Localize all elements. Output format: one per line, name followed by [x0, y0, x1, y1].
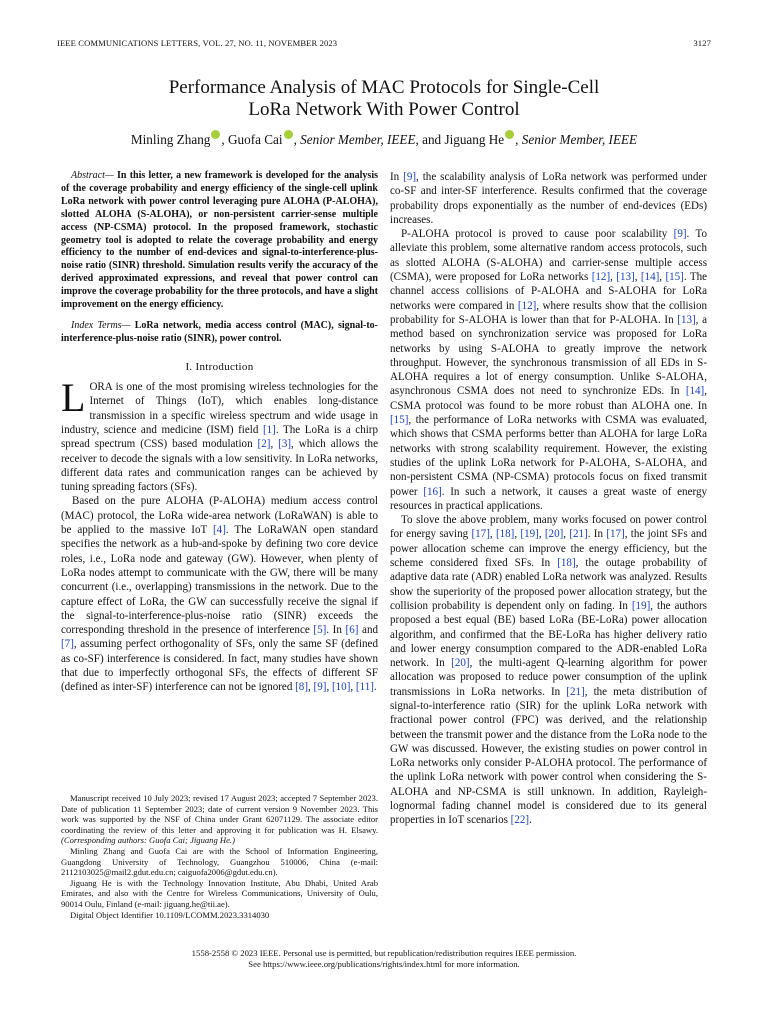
author-list: Minling Zhang , Guofa Cai , Senior Member, IEEE, and Jiguang He , Senior Member, IEEE: [130, 132, 638, 147]
citation-link[interactable]: [17]: [471, 528, 490, 541]
copyright-line: 1558-2558 © 2023 IEEE. Personal use is permitted, but republication/redistribution requires IEEE permission.: [191, 948, 577, 958]
citation-link[interactable]: [12]: [517, 299, 537, 312]
left-column: [61, 170, 378, 695]
citation-link[interactable]: [4]: [213, 524, 226, 537]
citation-link[interactable]: [18]: [495, 528, 515, 541]
author-3-role: Senior Member, IEEE: [521, 132, 638, 147]
orcid-icon[interactable]: [505, 130, 514, 139]
citation-link[interactable]: [9]: [313, 681, 327, 694]
citation-link[interactable]: [20]: [544, 528, 564, 541]
title-line-1: Performance Analysis of MAC Protocols for Single-Cell: [168, 77, 600, 98]
citation-link[interactable]: [19]: [520, 528, 539, 541]
citation-link[interactable]: [10]: [331, 681, 351, 694]
citation-link[interactable]: [2]: [257, 438, 271, 451]
abstract-label: Abstract—: [71, 170, 114, 181]
citation-link[interactable]: [9]: [673, 228, 687, 241]
citation-link[interactable]: [15]: [390, 414, 409, 427]
citation-link[interactable]: [3]: [278, 438, 292, 451]
citation-link[interactable]: [16]: [423, 485, 442, 498]
footnotes: [61, 793, 378, 920]
abstract: [61, 170, 378, 312]
right-paragraph-1: In [9], the scalability analysis of LoRa network was performed under co-SF and inter-SF interference. Results confirmed that the coverage probability drops exponentially as the number of end-devices (EDs) increases.: [390, 171, 707, 226]
author-1: Minling Zhang: [130, 132, 211, 147]
citation-link[interactable]: [7]: [61, 638, 74, 651]
author-3: Jiguang He: [444, 132, 505, 147]
copyright-footer: [57, 948, 711, 970]
citation-link[interactable]: [6]: [345, 624, 359, 637]
right-paragraph-2: P-ALOHA protocol is proved to cause poor scalability [9]. To alleviate this problem, some alternative random access protocols, such as slotted ALOHA (S-ALOHA) and carrier-sense multiple access (CSMA), were proposed for LoRa networks [12], [13], [14], [15]. The channel access collisions of P-ALOHA and S-ALOHA for LoRa networks were compared in [12], where results show that the collision probability for S-ALOHA is lower than that for P-ALOHA. In [13], a method based on synchronization service was proposed for LoRa networks by using S-ALOHA to greatly improve the network throughput. However, the synchronous transmission of all EDs in S-ALOHA requires a lot of energy consumption. Unlike S-ALOHA, asynchronous CSMA does not need to synchronize EDs. In [14], CSMA protocol was found to be more robust than ALOHA one. In [15], the performance of LoRa networks with CSMA was evaluated, which shows that CSMA performs better than ALOHA for large LoRa networks with strong scalability requirement. However, the existing studies of the uplink LoRa network for P-ALOHA, S-ALOHA, and non-persistent CSMA (NP-CSMA) protocols focus on fixed transmit power [16]. In such a network, it causes a great waste of energy resources in practical applications.: [390, 228, 707, 512]
footnote-manuscript: Manuscript received 10 July 2023; revised 17 August 2023; accepted 7 September 2023. Date of publication 11 September 2023; date of current version 9 November 2023. This work was supported by the NSF of China under Grant 62071129. The associate editor coordinating the review of this letter and approving it for publication was H. Elsawy. (Corresponding authors: Guofa Cai; Jiguang He.): [61, 793, 378, 846]
citation-link[interactable]: [13]: [616, 271, 635, 284]
footnote-affiliation-1: Minling Zhang and Guofa Cai are with the School of Information Engineering, Guangdong University of Technology, Guangzhou 510006, China (e-mail: 2112103025@mail2.gdut.edu.cn; caiguofa2006@gdut.edu.cn).: [61, 845, 378, 878]
rights-link[interactable]: See https://www.ieee.org/publications/rights/index.html for more information.: [248, 959, 520, 969]
citation-link[interactable]: [14]: [640, 271, 660, 284]
intro-paragraph-2: Based on the pure ALOHA (P-ALOHA) medium access control (MAC) protocol, the LoRa wide-area network (LoRaWAN) is able to be applied to the massive IoT [4]. The LoRaWAN open standard specifies the network as a hub-and-spoke by defining two core device roles, i.e., LoRa node and gateway (GW). However, when plenty of LoRa nodes attempt to communicate with the GW, there will be many concurrent (i.e., overlapping) transmissions in the network. Due to the capture effect of LoRa, the GW can successfully receive the signal if the signal-to-interference-plus-noise ratio (SINR) exceeds the corresponding threshold in the presence of interference [5]. In [6] and [7], assuming perfect orthogonality of SFs, only the same SF (defined as co-SF) interference is considered. In fact, many studies have shown that due to imperfectly orthogonal SFs, the effects of different SF (defined as inter-SF) interference can not be ignored [8], [9], [10], [11].: [61, 495, 378, 694]
citation-link[interactable]: [5]: [313, 624, 327, 637]
citation-link[interactable]: [20]: [451, 657, 470, 670]
citation-link[interactable]: [17]: [606, 528, 625, 541]
intro-paragraph-1: LORA is one of the most promising wireless technologies for the Internet of Things (IoT), which enables long-distance transmission in a specific wireless spectrum and wide usage in industry, science and medicine (ISM) field [1]. The LoRa is a chirp spread spectrum (CSS) based modulation [2], [3], which allows the receiver to decode the signals with a low sensitivity. In LoRa networks, different data rates and communication ranges can be achieved by tuning spreading factors (SFs).: [61, 375, 379, 494]
abstract-text: In this letter, a new framework is developed for the analysis of the coverage probability and energy efficiency of the single-cell uplink LoRa network with power control leveraging pure ALOHA (P-ALOHA), slotted ALOHA (S-ALOHA), or non-persistent carrier-sense multiple access (NP-CSMA) protocol. In the proposed framework, stochastic geometry tool is adopted to relate the coverage probability and energy efficiency to the number of end-devices and signal-to-interference-plus-noise ratio (SINR) threshold. Simulation results verify the accuracy of the derived approximated expressions, and reveal that power control can improve the coverage probability for the three protocols, and have a slight improvement on the energy efficiency.: [61, 170, 378, 311]
citation-link[interactable]: [1]: [262, 423, 276, 436]
title-line-2: LoRa Network With Power Control: [248, 99, 520, 120]
index-terms-text: LoRa network, media access control (MAC), signal-to-interference-plus-noise ratio (SINR), power control.: [61, 319, 378, 344]
citation-link[interactable]: [14]: [685, 385, 705, 398]
citation-link[interactable]: [13]: [677, 313, 696, 326]
right-column: [390, 170, 707, 828]
citation-link[interactable]: [19]: [631, 599, 651, 612]
index-terms: [61, 320, 378, 346]
orcid-icon[interactable]: [284, 130, 293, 139]
citation-link[interactable]: [9]: [403, 171, 417, 183]
right-paragraph-3: To slove the above problem, many works focused on power control for energy saving [17], [18], [19], [20], [21]. In [17], the joint SFs and power allocation scheme can improve the energy efficiency, but the scheme considered fixed SFs. In [18], the outage probability of adaptive data rate (ADR) enabled LoRa network was analyzed. Results show the superiority of the proposed power allocation strategy, but the collision probability is dependent only on fading. In [19], the authors proposed a best equal (BE) based LoRa (BE-LoRa) power allocation algorithm, and confirmed that the BE-LoRa has higher delivery ratio and lower energy consumption compared to the ADR-enabled LoRa network. In [20], the multi-agent Q-learning algorithm for power allocation was proposed to reduce power consumption of the uplink transmissions in LoRa networks. In [21], the meta distribution of signal-to-interference ratio (SIR) for the uplink LoRa network with fractional power control (FPC) was derived, and the relationship between the transmit power and the distance from the LoRa node to the GW was discussed. However, the existing studies on power control in LoRa networks only consider P-ALOHA protocol. The performance of the uplink LoRa network with power control when considering the S-ALOHA and NP-CSMA is still unknown. In addition, Rayleigh-lognormal fading channel model is considered due to its general properties in IoT scenarios [22].: [390, 514, 708, 827]
section-heading: I. Introduction: [185, 360, 254, 373]
citation-link[interactable]: [8]: [295, 681, 309, 694]
orcid-icon[interactable]: [211, 130, 220, 139]
citation-link[interactable]: [11]: [355, 681, 374, 694]
citation-link[interactable]: [15]: [665, 271, 684, 284]
footnote-affiliation-2: Jiguang He is with the Technology Innovation Institute, Abu Dhabi, United Arab Emirates, and also with the Centre for Wireless Communications, University of Oulu, 90014 Oulu, Finland (e-mail: jiguang.he@tii.ae).: [61, 877, 378, 909]
drop-cap: L: [61, 375, 86, 421]
running-header: [57, 38, 711, 50]
citation-link[interactable]: [21]: [566, 685, 585, 698]
author-2: Guofa Cai: [227, 132, 283, 147]
footnote-doi: Digital Object Identifier 10.1109/LCOMM.2023.3314030: [70, 909, 270, 920]
index-terms-label: Index Terms—: [71, 319, 131, 331]
paper-title: [57, 77, 711, 121]
citation-link[interactable]: [18]: [557, 557, 576, 570]
citation-link[interactable]: [12]: [591, 271, 611, 284]
page-number: 3127: [693, 38, 711, 48]
journal-name: IEEE COMMUNICATIONS LETTERS, VOL. 27, NO. 11, NOVEMBER 2023: [57, 38, 338, 48]
citation-link[interactable]: [22]: [510, 814, 530, 827]
citation-link[interactable]: [21]: [569, 528, 588, 541]
author-2-role: Senior Member, IEEE: [300, 132, 416, 147]
